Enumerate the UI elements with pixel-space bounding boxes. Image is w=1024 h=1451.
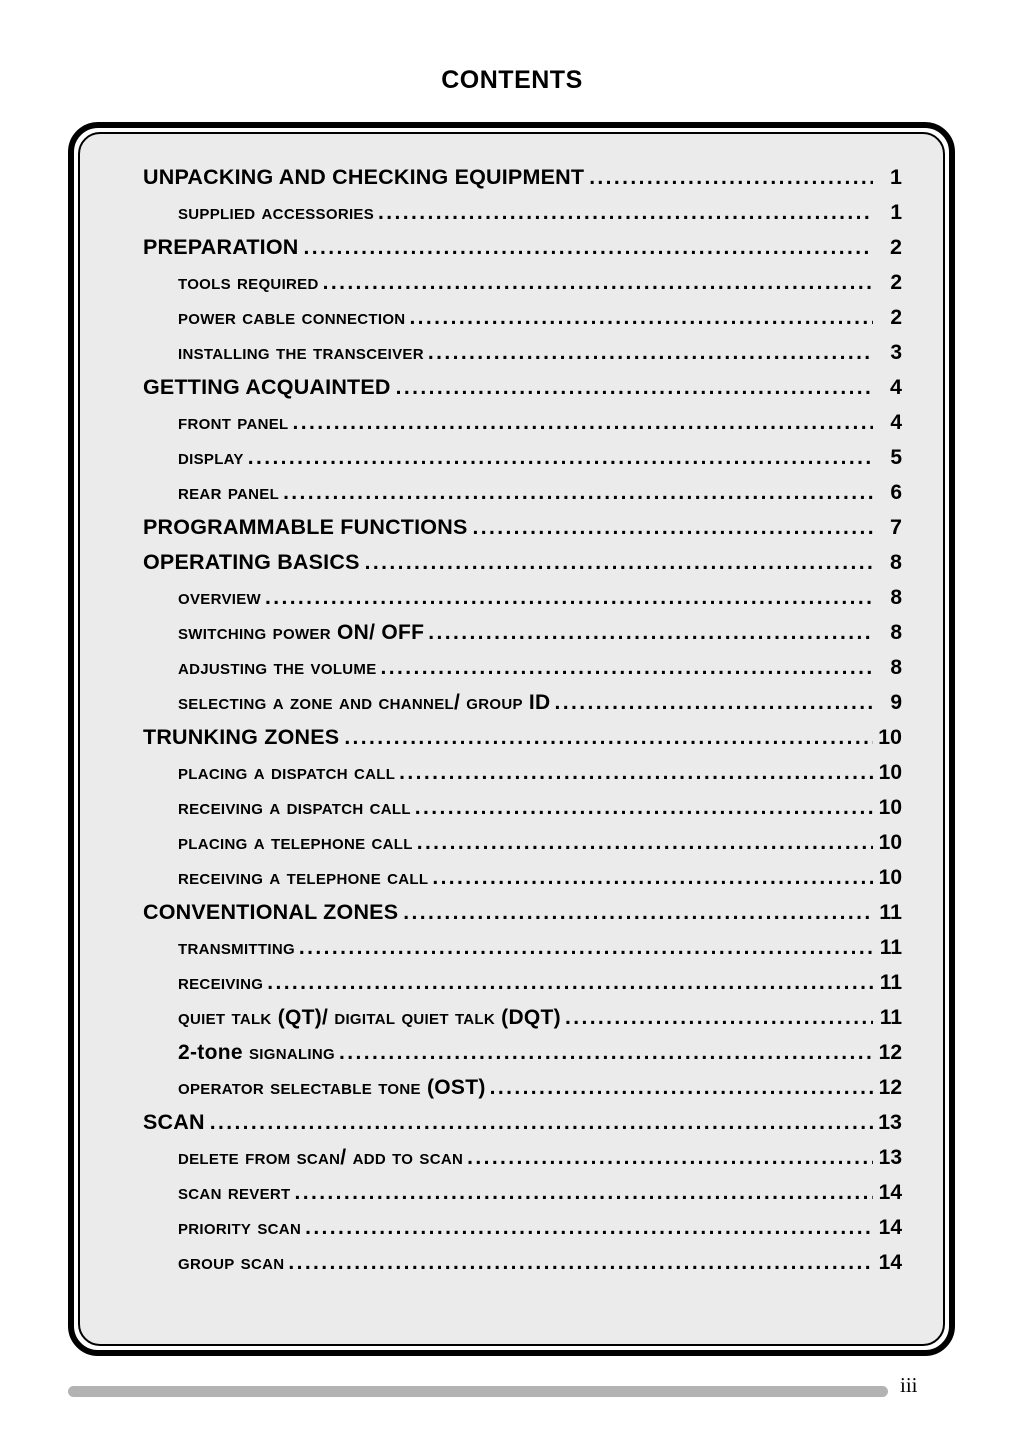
toc-leader-dots [490,1073,873,1105]
toc-leader-dots [283,478,873,510]
toc-entry-page: 14 [878,1216,902,1239]
toc-frame [68,122,955,1356]
toc-entry-page: 12 [878,1041,902,1064]
toc-leader-dots [428,618,873,650]
acronym: OFF [381,621,425,644]
toc-entry-title: switching power ON/ OFF [178,621,425,644]
toc-entry-page: 4 [890,375,902,399]
toc-entry[interactable] [80,860,943,895]
toc-leader-dots [565,1003,873,1035]
toc-leader-dots [305,1213,873,1245]
toc-entry-title: supplied accessories [178,201,375,224]
toc-entry-page: 12 [878,1076,902,1099]
toc-leader-dots [428,338,873,370]
toc-entry-page: 9 [890,691,902,714]
toc-entry-title: installing the transceiver [178,341,424,364]
toc-entry-title: front panel [178,411,289,434]
toc-entry[interactable] [80,440,943,475]
toc-entry-page: 11 [879,971,902,994]
toc-entry-title: receiving [178,971,264,994]
toc-entry-title: delete from scan/ add to scan [178,1146,464,1169]
toc-leader-dots [432,863,873,895]
toc-entry-title: SCAN [143,1110,205,1134]
toc-entry-title: group scan [178,1251,285,1274]
toc-entry-page: 14 [878,1251,902,1274]
toc-entry-page: 11 [879,936,902,959]
toc-entry-page: 8 [890,550,902,574]
toc-entry[interactable] [80,720,943,755]
toc-leader-dots [299,933,873,965]
toc-entry-page: 8 [890,621,902,644]
toc-entry[interactable] [80,790,943,825]
toc-entry-title: placing a dispatch call [178,761,396,784]
toc-panel [78,132,945,1346]
toc-entry[interactable] [80,1035,943,1070]
toc-leader-dots [304,233,874,265]
toc-entry[interactable] [80,510,943,545]
toc-entry-page: 3 [890,341,902,364]
toc-entry-title: PREPARATION [143,235,299,259]
toc-leader-dots [248,443,873,475]
toc-leader-dots [417,828,873,860]
toc-entry-title: receiving a dispatch call [178,796,411,819]
toc-leader-dots [210,1108,873,1140]
toc-leader-dots [409,303,873,335]
toc-entry-title: TRUNKING ZONES [143,725,340,749]
toc-list [80,160,943,1280]
toc-leader-dots [265,583,873,615]
toc-leader-dots [555,688,873,720]
toc-entry-title: 2-tone signaling [178,1041,335,1064]
literal-token: 2-tone [178,1041,243,1064]
toc-entry-page: 1 [890,165,902,189]
toc-entry-page: 14 [878,1181,902,1204]
toc-entry[interactable] [80,755,943,790]
acronym: (OST) [426,1076,486,1099]
toc-entry-page: 2 [890,271,902,294]
toc-leader-dots [399,758,873,790]
toc-entry[interactable] [80,335,943,370]
toc-leader-dots [473,513,874,545]
toc-leader-dots [467,1143,873,1175]
toc-entry[interactable] [80,1070,943,1105]
toc-entry[interactable] [80,160,943,195]
toc-entry-title: UNPACKING AND CHECKING EQUIPMENT [143,165,585,189]
toc-entry-page: 10 [878,725,902,749]
acronym: (DQT) [501,1006,561,1029]
toc-leader-dots [323,268,873,300]
toc-entry[interactable] [80,1000,943,1035]
toc-entry[interactable] [80,1175,943,1210]
toc-entry-page: 6 [890,481,902,504]
toc-entry-page: 8 [890,656,902,679]
toc-entry-title: priority scan [178,1216,302,1239]
toc-entry[interactable] [80,265,943,300]
toc-entry[interactable] [80,475,943,510]
toc-entry[interactable] [80,930,943,965]
toc-entry[interactable] [80,650,943,685]
toc-leader-dots [339,1038,873,1070]
acronym: (QT)/ [277,1006,329,1029]
toc-entry-page: 7 [890,515,902,539]
toc-leader-dots [365,548,873,580]
toc-entry-page: 11 [879,900,902,924]
toc-entry[interactable] [80,300,943,335]
toc-entry-title: rear panel [178,481,280,504]
toc-entry-title: placing a telephone call [178,831,413,854]
toc-entry-page: 10 [878,761,902,784]
toc-entry[interactable] [80,230,943,265]
toc-leader-dots [403,898,873,930]
toc-leader-dots [288,1248,873,1280]
toc-leader-dots [294,1178,873,1210]
toc-entry-page: 13 [878,1146,902,1169]
toc-entry-title: display [178,446,244,469]
toc-entry-title: transmitting [178,936,295,959]
acronym: ID [528,691,551,714]
toc-leader-dots [396,373,873,405]
page-title: CONTENTS [441,66,583,94]
toc-entry-title: OPERATING BASICS [143,550,360,574]
toc-entry[interactable] [80,580,943,615]
page-number: iii [900,1373,918,1397]
toc-entry[interactable] [80,1140,943,1175]
toc-entry[interactable] [80,825,943,860]
toc-leader-dots [415,793,873,825]
toc-entry-title: power cable connection [178,306,406,329]
toc-entry-title: overview [178,586,261,609]
toc-entry-page: 2 [890,306,902,329]
toc-entry-page: 2 [890,235,902,259]
toc-leader-dots [344,723,873,755]
toc-entry-page: 5 [890,446,902,469]
toc-leader-dots [589,163,873,195]
toc-entry-page: 13 [878,1110,902,1134]
toc-entry[interactable] [80,405,943,440]
toc-entry[interactable] [80,615,943,650]
toc-entry[interactable] [80,685,943,720]
toc-entry[interactable] [80,965,943,1000]
toc-entry-page: 10 [878,796,902,819]
toc-entry[interactable] [80,1105,943,1140]
toc-entry[interactable] [80,895,943,930]
toc-entry-title: tools required [178,271,319,294]
toc-entry-title: quiet talk (QT)/ digital quiet talk (DQT) [178,1006,561,1029]
toc-entry-title: CONVENTIONAL ZONES [143,900,399,924]
toc-entry[interactable] [80,545,943,580]
toc-leader-dots [381,653,873,685]
toc-entry[interactable] [80,1245,943,1280]
toc-entry-page: 8 [890,586,902,609]
toc-entry-page: 10 [878,831,902,854]
toc-leader-dots [267,968,873,1000]
toc-entry[interactable] [80,1210,943,1245]
toc-entry-page: 10 [878,866,902,889]
toc-entry-title: GETTING ACQUAINTED [143,375,391,399]
acronym: ON/ [336,621,376,644]
toc-entry-title: PROGRAMMABLE FUNCTIONS [143,515,468,539]
footer-rule [68,1386,888,1397]
toc-leader-dots [378,198,873,230]
toc-entry-title: receiving a telephone call [178,866,429,889]
toc-leader-dots [293,408,873,440]
toc-entry-title: operator selectable tone (OST) [178,1076,486,1099]
toc-entry-page: 1 [890,201,902,224]
toc-entry-title: selecting a zone and channel/ group ID [178,691,551,714]
toc-entry-page: 11 [879,1006,902,1029]
toc-entry-title: scan revert [178,1181,291,1204]
toc-entry-page: 4 [890,411,902,434]
toc-entry[interactable] [80,195,943,230]
toc-entry[interactable] [80,370,943,405]
toc-entry-title: adjusting the volume [178,656,377,679]
